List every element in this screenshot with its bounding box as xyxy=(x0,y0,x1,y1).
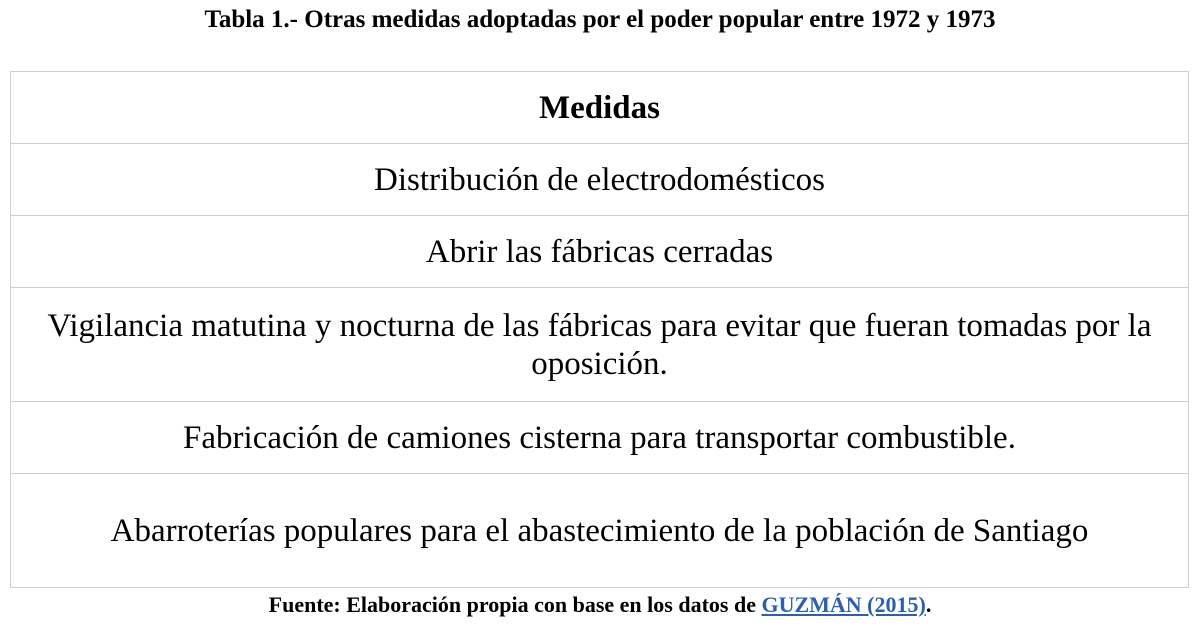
source-prefix: Fuente: Elaboración propia con base en los datos de xyxy=(268,592,762,617)
table-cell: Vigilancia matutina y nocturna de las fábricas para evitar que fueran tomadas por la oposición. xyxy=(11,288,1189,402)
table-cell: Abarroterías populares para el abastecimiento de la población de Santiago xyxy=(11,474,1189,588)
table-row xyxy=(11,144,1189,216)
table-caption: Tabla 1.- Otras medidas adoptadas por el poder popular entre 1972 y 1973 xyxy=(204,6,996,33)
table-row xyxy=(11,216,1189,288)
table-row xyxy=(11,288,1189,402)
table-cell: Distribución de electrodomésticos xyxy=(11,144,1189,216)
table-header-row xyxy=(11,72,1189,144)
table-cell: Abrir las fábricas cerradas xyxy=(11,216,1189,288)
source-link[interactable]: GUZMÁN (2015) xyxy=(761,592,926,617)
source-note xyxy=(0,589,1200,621)
table-cell: Fabricación de camiones cisterna para transportar combustible. xyxy=(11,402,1189,474)
table-row xyxy=(11,474,1189,588)
table-row xyxy=(11,402,1189,474)
source-suffix: . xyxy=(925,592,932,617)
table-header-medidas: Medidas xyxy=(11,72,1189,144)
measures-table xyxy=(10,71,1189,588)
